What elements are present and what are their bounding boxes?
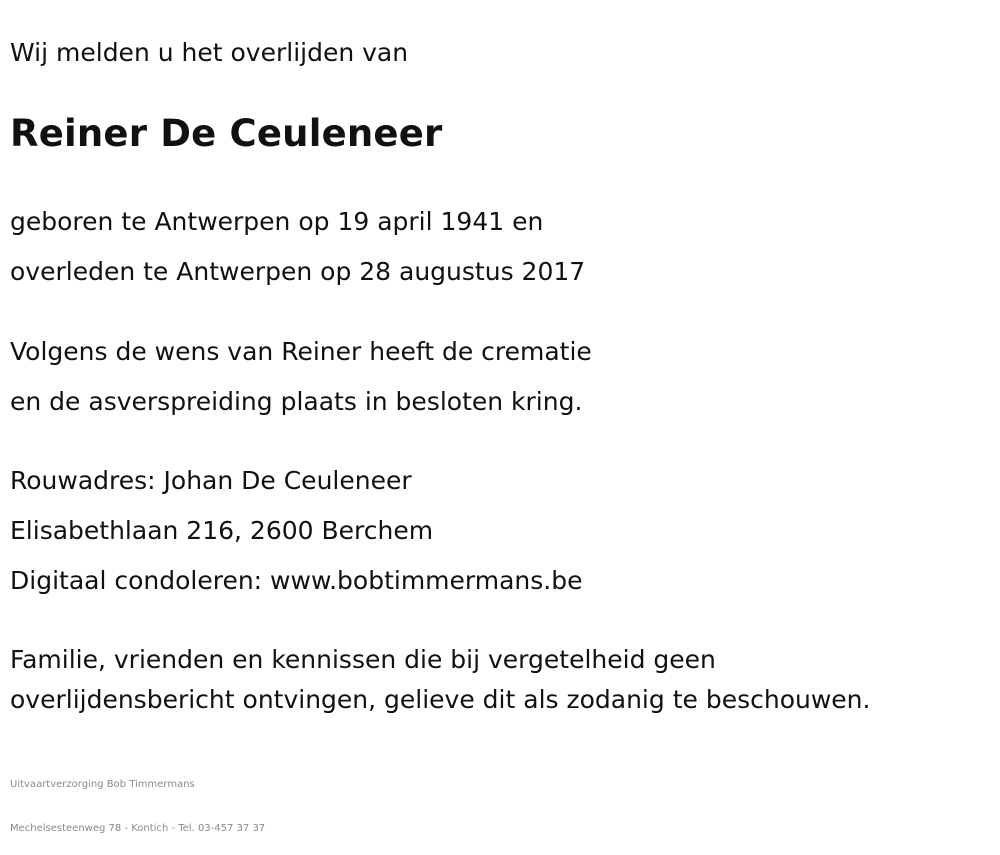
death-text: overleden te Antwerpen op 28 augustus 2017 — [10, 257, 586, 286]
online-condolence: Digitaal condoleren: www.bobtimmermans.be — [10, 566, 583, 595]
intro-text: Wij melden u het overlijden van — [10, 38, 409, 67]
mourning-address-label: Rouwadres: Johan De Ceuleneer — [10, 466, 412, 495]
funeral-company: Uitvaartverzorging Bob Timmermans — [10, 779, 195, 790]
ceremony-text-1: Volgens de wens van Reiner heeft de crematie — [10, 337, 592, 366]
ceremony-text-2: en de asverspreiding plaats in besloten kring. — [10, 387, 583, 416]
funeral-company-address: Mechelsesteenweg 78 - Kontich - Tel. 03-457 37 37 — [10, 823, 266, 834]
deceased-name: Reiner De Ceuleneer — [10, 112, 443, 155]
family-message-2: overlijdensbericht ontvingen, gelieve dit als zodanig te beschouwen. — [10, 685, 871, 714]
mourning-address: Elisabethlaan 216, 2600 Berchem — [10, 516, 434, 545]
birth-text: geboren te Antwerpen op 19 april 1941 en — [10, 207, 544, 236]
family-message-1: Familie, vrienden en kennissen die bij vergetelheid geen — [10, 645, 716, 674]
